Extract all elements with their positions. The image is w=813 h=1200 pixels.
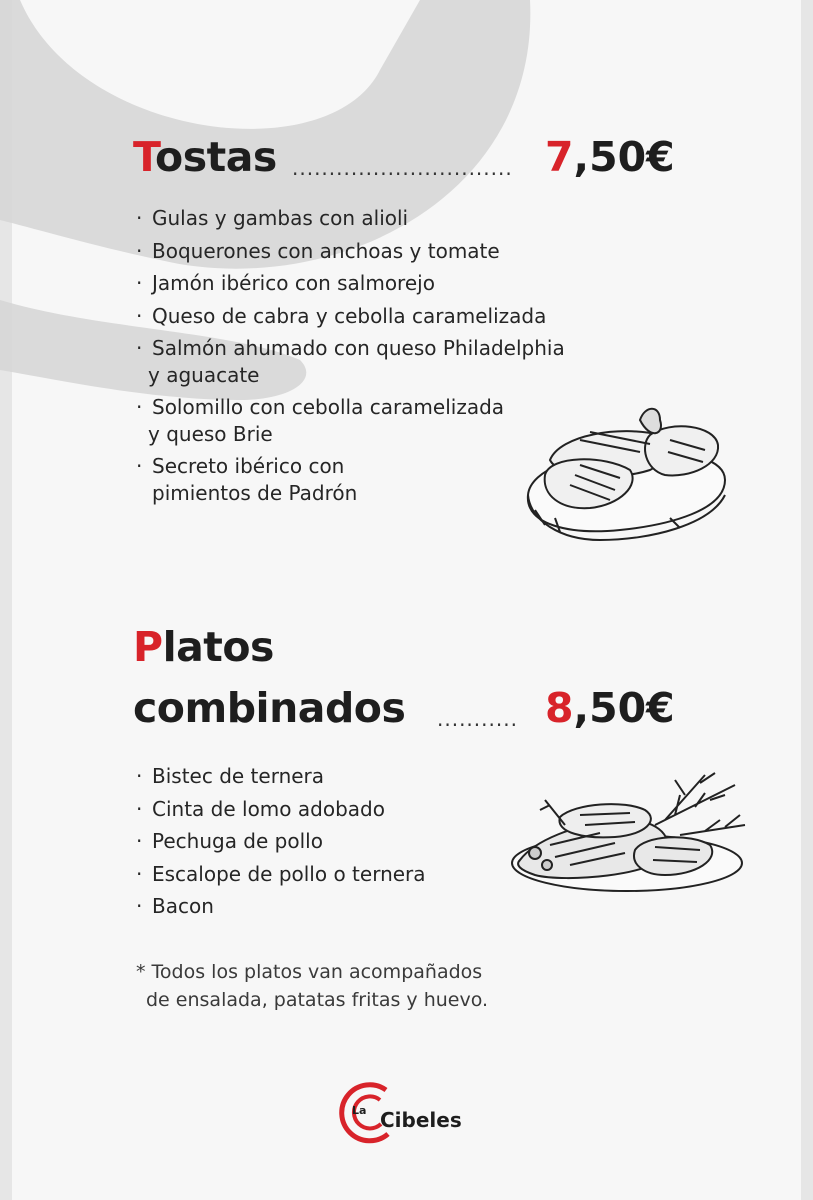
list-item: · Solomillo con cebolla caramelizada y queso Brie bbox=[136, 395, 505, 446]
section-title-tostas bbox=[133, 133, 277, 181]
price-leader-dots: .............................. bbox=[292, 156, 513, 180]
logo-la: La bbox=[352, 1104, 367, 1117]
price-rest: ,50€ bbox=[573, 133, 675, 181]
list-item: · Queso de cabra y cebolla caramelizada bbox=[136, 303, 547, 328]
side-dish-note bbox=[136, 958, 488, 1014]
list-item: · Escalope de pollo o ternera bbox=[136, 861, 426, 886]
title-initial: P bbox=[133, 623, 163, 671]
list-item: · Salmón ahumado con queso Philadelphia y aguacate bbox=[136, 336, 565, 387]
price-tostas bbox=[545, 133, 675, 181]
list-item: · Cinta de lomo adobado bbox=[136, 796, 385, 821]
list-item: · Gulas y gambas con alioli bbox=[136, 206, 409, 230]
tostas-item-list bbox=[136, 202, 565, 509]
price-initial: 7 bbox=[545, 133, 574, 181]
list-item: · Pechuga de pollo bbox=[136, 829, 323, 853]
list-item: · Bacon bbox=[136, 894, 214, 918]
price-initial: 8 bbox=[545, 684, 574, 732]
note-line-1: * Todos los platos van acompañados bbox=[136, 961, 483, 983]
list-item: · Jamón ibérico con salmorejo bbox=[136, 271, 435, 295]
grilled-steak-illustration-icon bbox=[505, 765, 750, 900]
price-rest: ,50€ bbox=[573, 684, 675, 732]
list-item: · Boquerones con anchoas y tomate bbox=[136, 238, 500, 263]
toast-illustration-icon bbox=[520, 400, 740, 550]
section-title-platos bbox=[133, 623, 274, 671]
price-leader-dots: ........... bbox=[437, 707, 518, 731]
price-platos bbox=[545, 684, 675, 732]
list-item: · Bistec de ternera bbox=[136, 764, 325, 788]
note-line-2: de ensalada, patatas fritas y huevo. bbox=[146, 989, 489, 1011]
logo-name: Cibeles bbox=[380, 1108, 462, 1132]
title-rest: latos bbox=[162, 623, 274, 671]
list-item: · Secreto ibérico con pimientos de Padrón bbox=[136, 454, 358, 505]
title-initial: T bbox=[133, 133, 156, 181]
platos-item-list bbox=[136, 760, 426, 923]
title-rest: ostas bbox=[155, 133, 277, 181]
section-title-combinados: combinados bbox=[133, 684, 406, 732]
